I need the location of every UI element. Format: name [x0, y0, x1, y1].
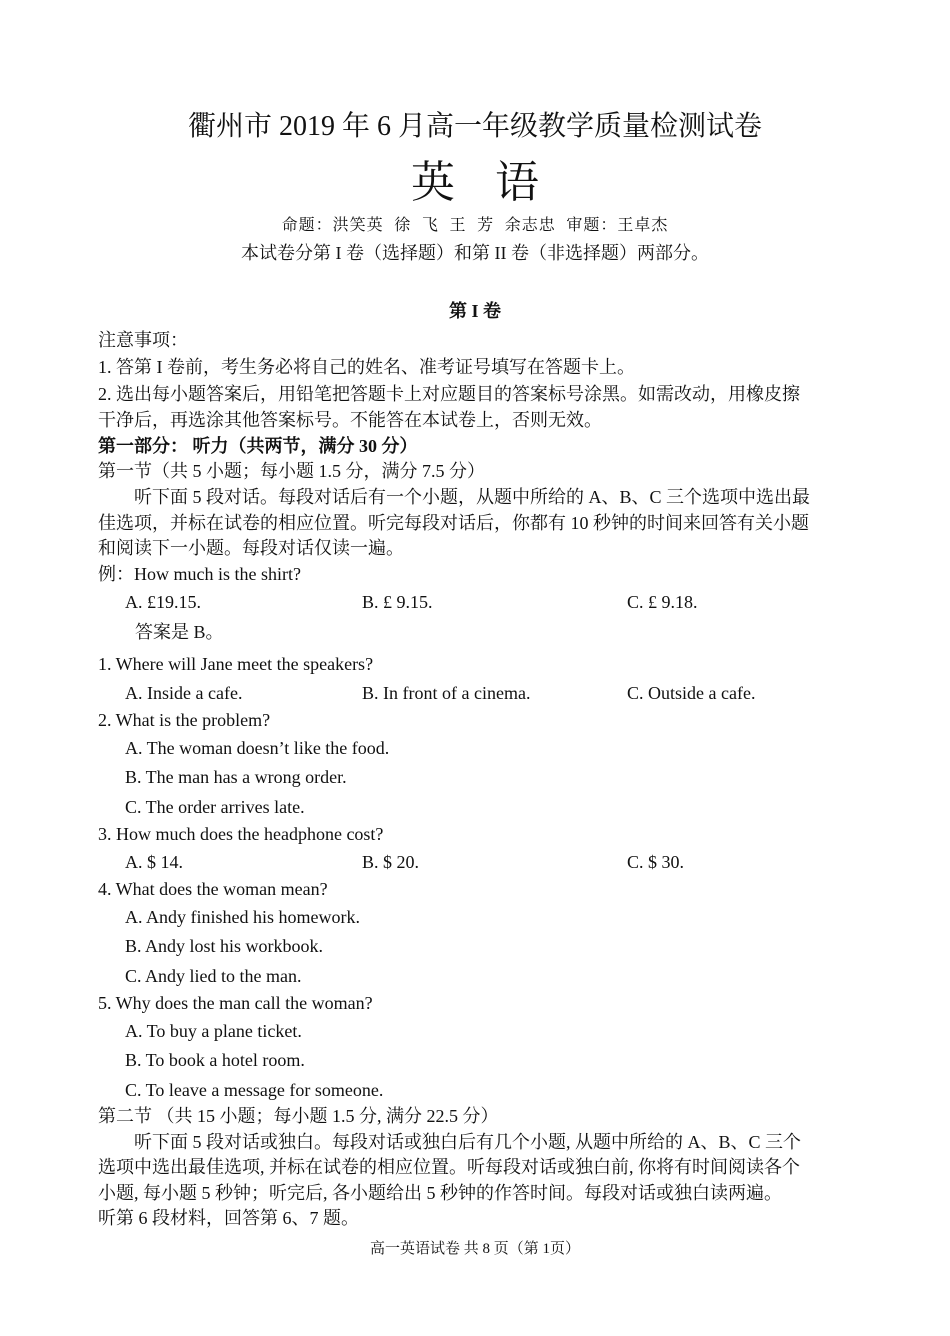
question-5-option-c: C. To leave a message for someone. [125, 1080, 384, 1100]
section1-heading: 第一节（共 5 小题；每小题 1.5 分，满分 7.5 分） [98, 461, 485, 481]
notes-item-1: 1. 答第 I 卷前，考生务必将自己的姓名、准考证号填写在答题卡上。 [98, 357, 635, 377]
question-4-option-c: C. Andy lied to the man. [125, 966, 302, 986]
section2-heading: 第二节 （共 15 小题；每小题 1.5 分, 满分 22.5 分） [98, 1106, 499, 1126]
exam-title: 衢州市 2019 年 6 月高一年级教学质量检测试卷 [187, 111, 762, 142]
question-1: 1. Where will Jane meet the speakers? [98, 654, 374, 674]
question-2-option-b: B. The man has a wrong order. [125, 767, 347, 787]
authors-line: 命题：洪笑英 徐 飞 王 芳 余志忠 审题：王卓杰 [281, 215, 669, 234]
section1-instructions-line-3: 和阅读下一小题。每段对话仅读一遍。 [98, 538, 404, 558]
question-5: 5. Why does the man call the woman? [98, 993, 373, 1013]
question-1-option-c: C. Outside a cafe. [627, 683, 756, 703]
section2-instructions-line-3: 小题, 每小题 5 秒钟；听完后, 各小题给出 5 秒钟的作答时间。每段对话或独白读两遍。 [98, 1183, 782, 1203]
example-option-c: C. £ 9.18. [627, 592, 698, 612]
example-question: 例：How much is the shirt? [98, 564, 301, 584]
question-4-option-b: B. Andy lost his workbook. [125, 936, 324, 956]
part1-heading: 第一部分： 听力（共两节，满分 30 分） [98, 436, 418, 456]
question-3-option-b: B. $ 20. [362, 852, 420, 872]
volume-title: 第 I 卷 [448, 301, 501, 321]
question-2-option-a: A. The woman doesn’t like the food. [125, 738, 390, 758]
page-footer: 高一英语试卷 共 8 页（第 1页） [369, 1241, 580, 1257]
question-3: 3. How much does the headphone cost? [98, 824, 384, 844]
question-5-option-b: B. To book a hotel room. [125, 1050, 305, 1070]
question-3-option-c: C. $ 30. [627, 852, 685, 872]
notes-item-2-line-1: 2. 选出每小题答案后，用铅笔把答题卡上对应题目的答案标号涂黑。如需改动，用橡皮擦 [98, 384, 800, 404]
notes-item-2-line-2: 干净后，再选涂其他答案标号。不能答在本试卷上，否则无效。 [98, 410, 602, 430]
question-1-option-b: B. In front of a cinema. [362, 683, 531, 703]
question-1-option-a: A. Inside a cafe. [125, 683, 243, 703]
notes-heading: 注意事项： [98, 330, 188, 350]
section1-instructions-line-1: 听下面 5 段对话。每段对话后有一个小题，从题中所给的 A、B、C 三个选项中选出最 [134, 487, 811, 507]
section2-instructions-line-2: 选项中选出最佳选项, 并标在试卷的相应位置。听每段对话或独白前, 你将有时间阅读各个 [98, 1157, 800, 1177]
question-4-option-a: A. Andy finished his homework. [125, 907, 360, 927]
subject-title: 英语 [411, 158, 579, 207]
question-3-option-a: A. $ 14. [125, 852, 183, 872]
structure-note: 本试卷分第 I 卷（选择题）和第 II 卷（非选择题）两部分。 [241, 243, 709, 263]
question-5-option-a: A. To buy a plane ticket. [125, 1021, 302, 1041]
section2-instructions-line-1: 听下面 5 段对话或独白。每段对话或独白后有几个小题, 从题中所给的 A、B、C 三个 [134, 1132, 802, 1152]
question-2-option-c: C. The order arrives late. [125, 797, 305, 817]
example-option-b: B. £ 9.15. [362, 592, 433, 612]
question-4: 4. What does the woman mean? [98, 879, 328, 899]
example-option-a: A. £19.15. [125, 592, 201, 612]
section1-instructions-line-2: 佳选项，并标在试卷的相应位置。听完每段对话后，你都有 10 秒钟的时间来回答有关小题 [98, 513, 809, 533]
section2-material-6: 听第 6 段材料，回答第 6、7 题。 [98, 1208, 359, 1228]
question-2: 2. What is the problem? [98, 710, 271, 730]
example-answer: 答案是 B。 [135, 622, 224, 642]
